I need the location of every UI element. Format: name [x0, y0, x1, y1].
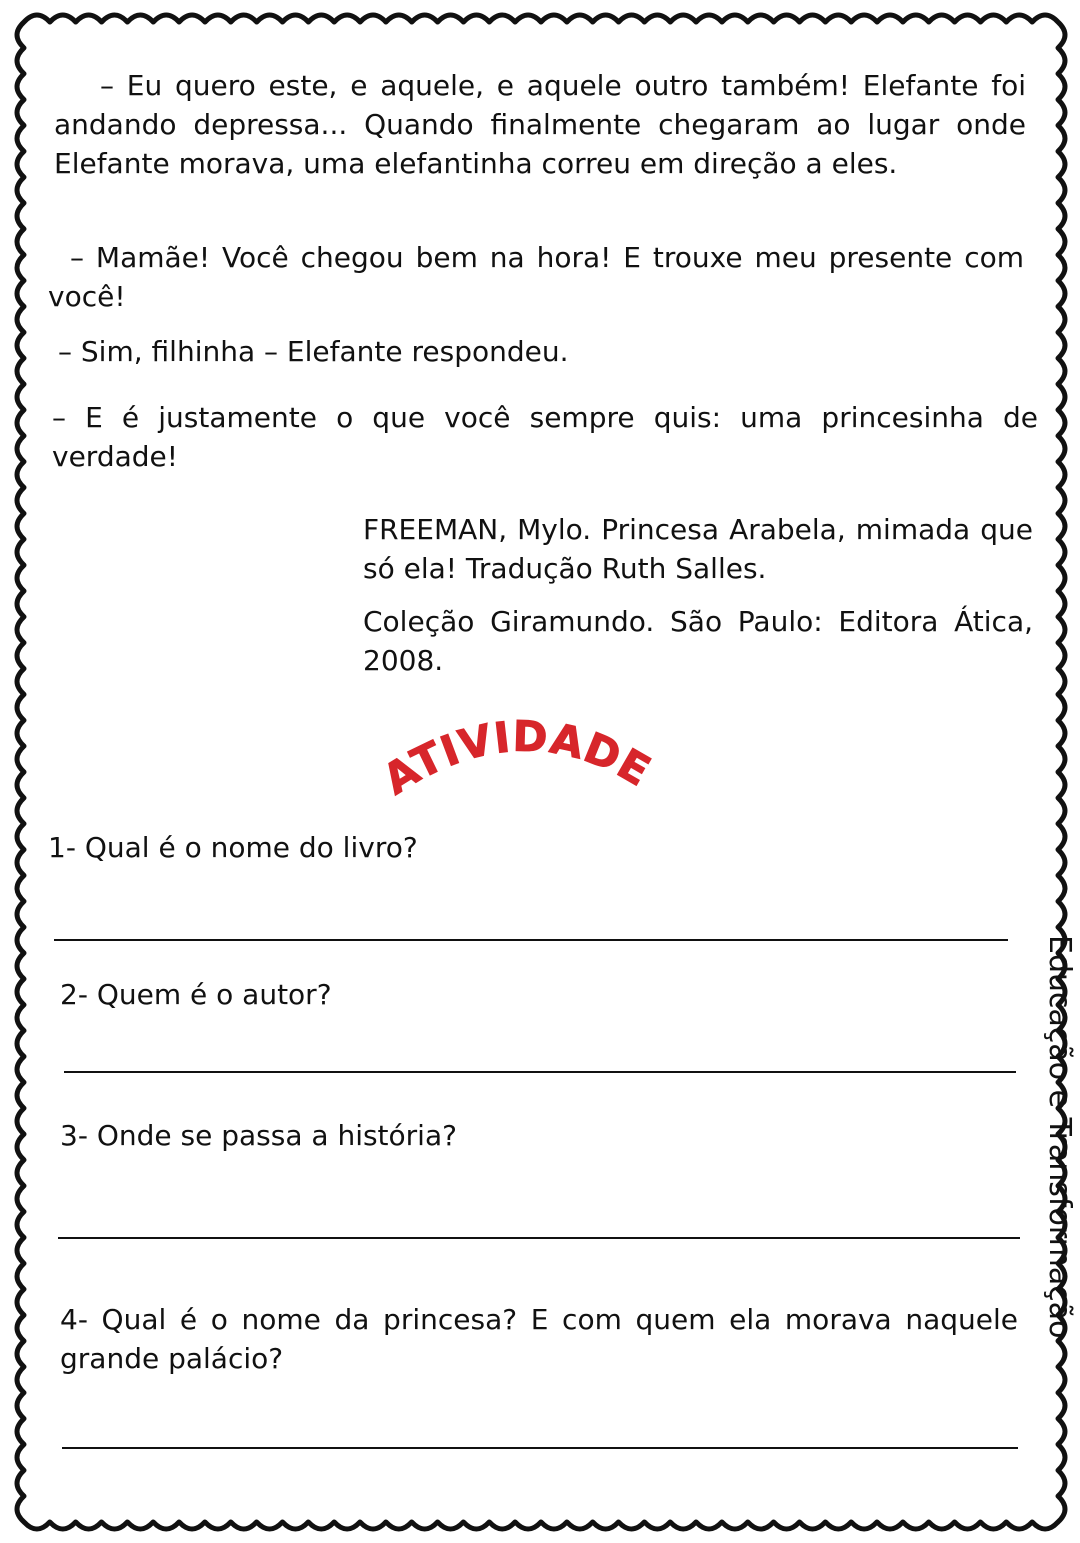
story-paragraph-2: – Mamãe! Você chegou bem na hora! E trouxe meu presente com você! — [48, 241, 1024, 313]
activity-title — [0, 700, 1080, 810]
answer-line-3[interactable] — [58, 1237, 1020, 1239]
question-2: 2- Quem é o autor? — [60, 978, 332, 1011]
svg-text:ATIVIDADE — [375, 711, 660, 804]
question-1: 1- Qual é o nome do livro? — [48, 831, 418, 864]
story-paragraph-4: – E é justamente o que você sempre quis: uma princesinha de verdade! — [52, 401, 1038, 473]
question-3: 3- Onde se passa a história? — [60, 1119, 457, 1152]
answer-line-1[interactable] — [54, 939, 1008, 941]
answer-line-4[interactable] — [62, 1447, 1018, 1449]
reference-line-2: Coleção Giramundo. São Paulo: Editora Ática, 2008. — [363, 605, 1033, 677]
story-paragraph-1: – Eu quero este, e aquele, e aquele outro também! Elefante foi andando depressa... Quando finalmente chegaram ao lugar onde Elefante morava, uma elefantinha correu em direção a eles. — [54, 69, 1026, 180]
activity-title-text: ATIVIDADE — [374, 711, 660, 805]
watermark — [1038, 935, 1078, 1395]
question-4: 4- Qual é o nome da princesa? E com quem ela morava naquele grande palácio? — [60, 1303, 1018, 1375]
story-paragraph-3: – Sim, filhinha – Elefante respondeu. — [58, 335, 569, 368]
watermark-text: Educação e Transformação — [1042, 935, 1077, 1339]
reference-line-1: FREEMAN, Mylo. Princesa Arabela, mimada que só ela! Tradução Ruth Salles. — [363, 513, 1033, 585]
answer-line-2[interactable] — [64, 1071, 1016, 1073]
